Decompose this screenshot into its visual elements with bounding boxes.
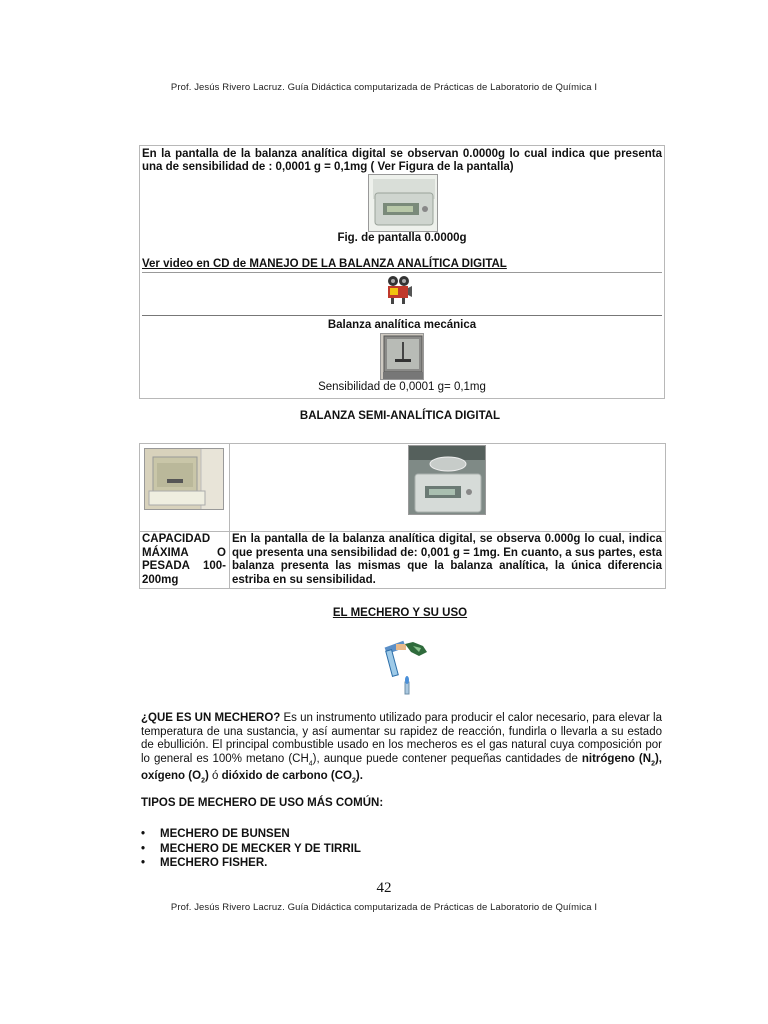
camera-icon (385, 275, 413, 305)
mechanical-balance-photo (380, 333, 424, 380)
list-item: • MECHERO FISHER. (141, 857, 268, 869)
page-footer: Prof. Jesús Rivero Lacruz. Guía Didáctica computarizada de Prácticas de Laboratorio de Química I (170, 902, 598, 913)
question-heading: ¿QUE ES UN MECHERO? (141, 712, 281, 724)
video-link[interactable]: Ver video en CD de MANEJO DE LA BALANZA ANALÍTICA DIGITAL (142, 258, 507, 270)
semi-balance-photo-left (144, 448, 224, 510)
burner-section-title: EL MECHERO Y SU USO (332, 607, 468, 619)
figure-caption: Fig. de pantalla 0.0000g (337, 232, 467, 244)
semi-balance-photo-right (408, 445, 486, 515)
burner-types-list (141, 827, 361, 871)
list-item: • MECHERO DE BUNSEN (141, 828, 290, 840)
mechanical-balance-title: Balanza analítica mecánica (327, 319, 477, 331)
divider (142, 315, 662, 316)
burner-icon (383, 640, 431, 698)
sensitivity-caption: Sensibilidad de 0,0001 g= 0,1mg (318, 381, 486, 393)
semi-analytical-title: BALANZA SEMI-ANALÍTICA DIGITAL (299, 410, 501, 422)
page-header: Prof. Jesús Rivero Lacruz. Guía Didáctica computarizada de Prácticas de Laboratorio de Química I (170, 82, 598, 93)
semi-balance-description: En la pantalla de la balanza analítica digital, se observa 0.000g lo cual, indica que presenta una sensibilidad de: 0,001 g = 1mg. En cuanto, a sus partes, esta balanza presenta las mismas que la balanza analítica, la única diferencia estriba en su sensibilidad. (232, 533, 662, 586)
capacity-label: CAPACIDAD MÁXIMA O PESADA 100-200mg (142, 533, 226, 586)
analytical-balance-intro: En la pantalla de la balanza analítica digital se observan 0.0000g lo cual indica que presenta una de sensibilidad de : 0,0001 g = 0,1mg ( Ver Figura de la pantalla) (142, 148, 662, 173)
divider (142, 272, 662, 273)
page-number: 42 (376, 880, 392, 896)
burner-definition: ¿QUE ES UN MECHERO? Es un instrumento utilizado para producir el calor necesario, para elevar la temperatura de una sustancia, y así aumentar su rapidez de reacción, fundirla o llevarla a su estado de ebullición. El principal combustible usado en los mecheros es el gas natural cuya composición por lo general es 100% metano $(CH_4)$, aunque puede contener pequeñas cantidades de nitrógeno $(N_2)$, oxígeno $(O_2)$ ó dióxido de carbono $(CO_2)$. (141, 712, 662, 785)
semi-analytical-box (139, 443, 666, 589)
balance-display-photo (368, 174, 438, 232)
analytical-balance-box (139, 145, 665, 399)
burner-types-title: TIPOS DE MECHERO DE USO MÁS COMÚN: (141, 797, 384, 809)
list-item: • MECHERO DE MECKER Y DE TIRRIL (141, 842, 361, 855)
